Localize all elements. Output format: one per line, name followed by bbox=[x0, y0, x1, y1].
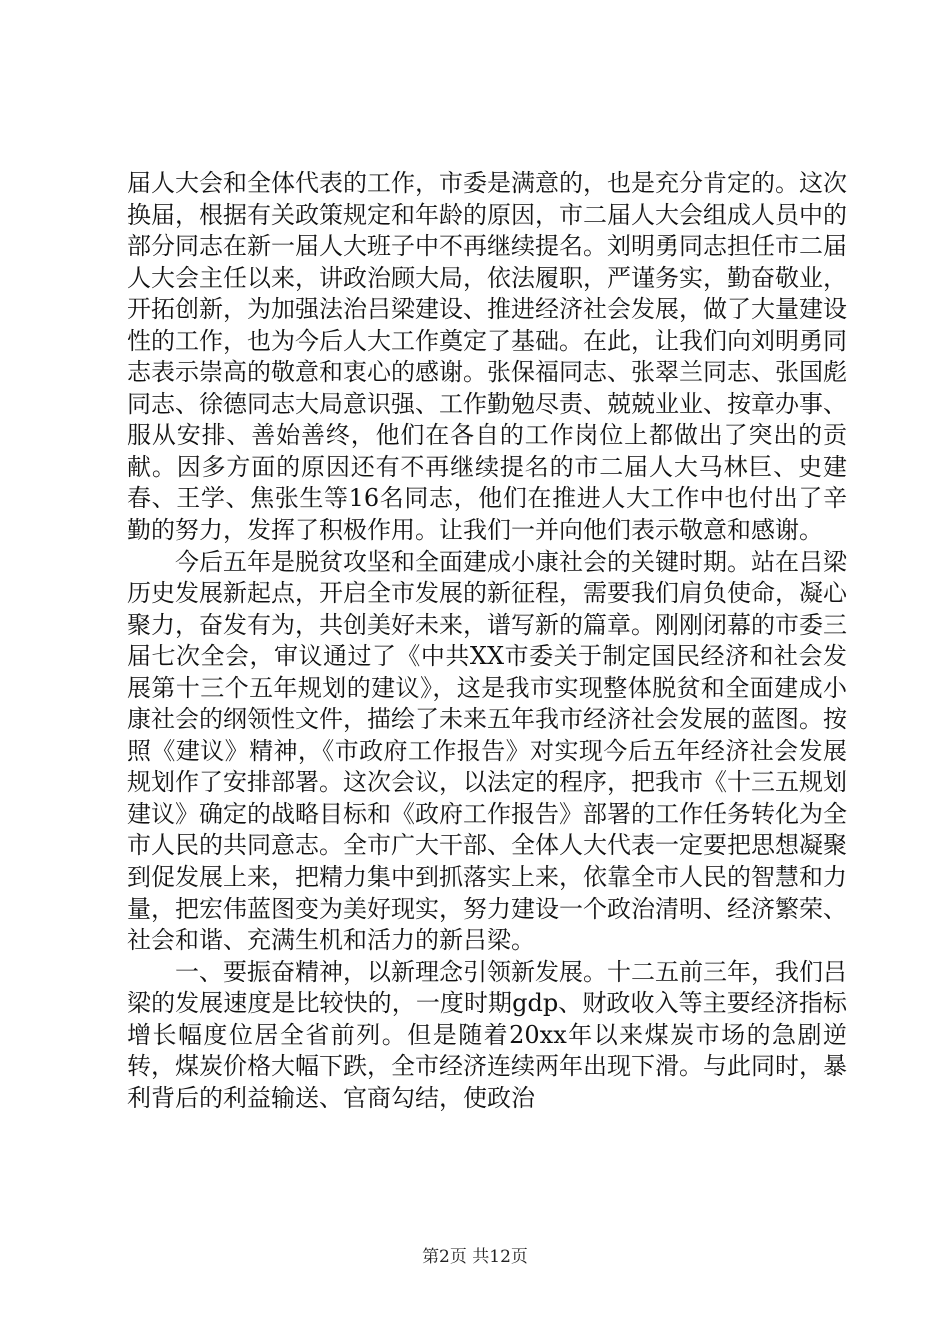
paragraph-2: 今后五年是脱贫攻坚和全面建成小康社会的关键时期。站在吕梁历史发展新起点，开启全市发展的新征程，需要我们肩负使命，凝心聚力，奋发有为，共创美好未来，谱写新的篇章。刚刚闭幕的市委三届七次全会，审议通过了《中共XX市委关于制定国民经济和社会发展第十三个五年规划的建议》，这是我市实现整体脱贫和全面建成小康社会的纲领性文件，描绘了未来五年我市经济社会发展的蓝图。按照《建议》精神，《市政府工作报告》对实现今后五年经济社会发展规划作了安排部署。这次会议，以法定的程序，把我市《十三五规划建议》确定的战略目标和《政府工作报告》部署的工作任务转化为全市人民的共同意志。全市广大干部、全体人大代表一定要把思想凝聚到促发展上来，把精力集中到抓落实上来，依靠全市人民的智慧和力量，把宏伟蓝图变为美好现实，努力建设一个政治清明、经济繁荣、社会和谐、充满生机和活力的新吕梁。 bbox=[127, 547, 847, 955]
page-footer: 第2页 共12页 bbox=[422, 1247, 528, 1267]
paragraph-1: 届人大会和全体代表的工作，市委是满意的，也是充分肯定的。这次换届，根据有关政策规定和年龄的原因，市二届人大会组成人员中的部分同志在新一届人大班子中不再继续提名。刘明勇同志担任市二届人大会主任以来，讲政治顾大局，依法履职，严谨务实，勤奋敬业，开拓创新，为加强法治吕梁建设、推进经济社会发展，做了大量建设性的工作，也为今后人大工作奠定了基础。在此，让我们向刘明勇同志表示崇高的敬意和衷心的感谢。张保福同志、张翠兰同志、张国彪同志、徐德同志大局意识强、工作勤勉尽责、兢兢业业、按章办事、服从安排、善始善终，他们在各自的工作岗位上都做出了突出的贡献。因多方面的原因还有不再继续提名的市二届人大马林巨、史建春、王学、焦张生等16名同志，他们在推进人大工作中也付出了辛勤的努力，发挥了积极作用。让我们一并向他们表示敬意和感谢。 bbox=[127, 169, 847, 545]
document-body bbox=[127, 168, 847, 1114]
paragraph-3: 一、要振奋精神，以新理念引领新发展。十二五前三年，我们吕梁的发展速度是比较快的，一度时期gdp、财政收入等主要经济指标增长幅度位居全省前列。但是随着20xx年以来煤炭市场的急剧逆转，煤炭价格大幅下跌，全市经济连续两年出现下滑。与此同时，暴利背后的利益输送、官商勾结，使政治 bbox=[127, 957, 847, 1112]
